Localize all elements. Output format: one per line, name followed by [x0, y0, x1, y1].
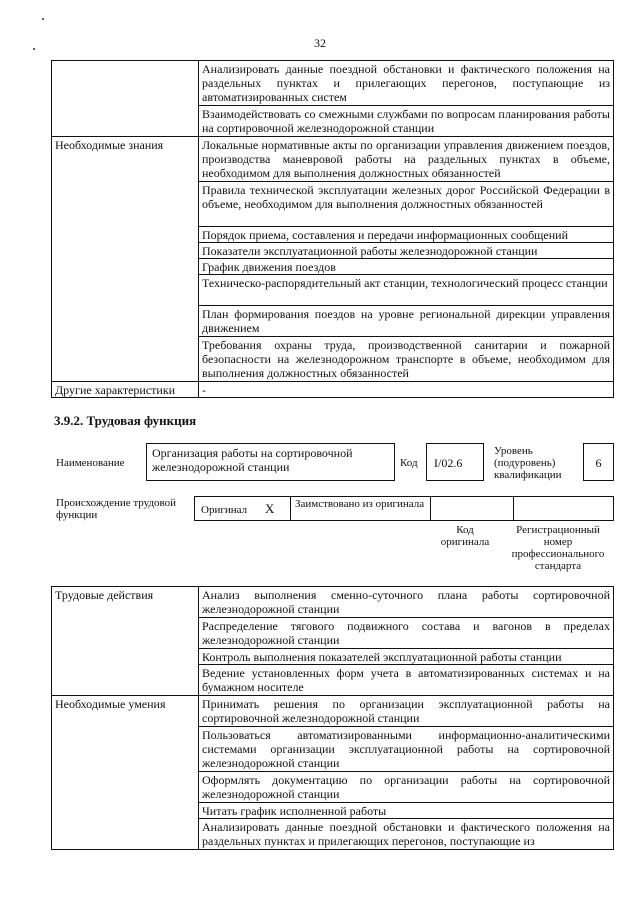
row-text: Ведение установленных форм учета в автоматизированных системах и на бумажном носителе	[199, 665, 614, 696]
original-label: Оригинал	[201, 504, 248, 516]
name-box	[146, 443, 395, 481]
row-label-skills: Необходимые умения	[52, 696, 199, 850]
row-text: График движения поездов	[199, 259, 614, 275]
page-number: 32	[314, 36, 326, 50]
table-row	[52, 61, 614, 106]
scan-speck	[42, 18, 44, 20]
row-text: Пользоваться автоматизированными информационно-аналитическими системами организации эксплуатационной работы на сортировочной железнодорожной станции	[199, 727, 614, 772]
section-heading: 3.9.2. Трудовая функция	[54, 413, 197, 428]
row-text: Правила технической эксплуатации железных дорог Российской Федерации в объеме, необходимом для выполнения должностных обязанностей	[199, 182, 614, 227]
row-text: Читать график исполненной работы	[199, 803, 614, 819]
table-row	[52, 382, 614, 398]
row-text: Техническо-распорядительный акт станции, технологический процесс станции	[199, 275, 614, 306]
divider	[513, 496, 514, 521]
name-label: Наименование	[56, 457, 125, 469]
level-box	[583, 443, 614, 481]
row-text: -	[199, 382, 614, 398]
row-text: Локальные нормативные акты по организации управления движением поездов, производства маневровой работы на раздельных пунктах в объеме, необходимом для выполнения должностных обязанностей	[199, 137, 614, 182]
original-mark: X	[265, 501, 275, 516]
row-text: Принимать решения по организации эксплуатационной работы на сортировочной железнодорожной станции	[199, 696, 614, 727]
code-box	[426, 443, 484, 481]
row-label-actions: Трудовые действия	[52, 587, 199, 696]
code-label: Код	[400, 457, 418, 469]
row-text: Анализ выполнения сменно-суточного плана работы сортировочной железнодорожной станции	[199, 587, 614, 618]
level-value: 6	[595, 456, 602, 470]
level-label: Уровень (подуровень) квалификации	[494, 445, 562, 481]
reg-caption: Регистрационный номер профессионального стандарта	[511, 524, 605, 572]
row-label-knowledge: Необходимые знания	[52, 137, 199, 382]
row-text: Оформлять документацию по организации работы на сортировочной железнодорожной станции	[199, 772, 614, 803]
divider	[290, 496, 291, 521]
origin-label: Происхождение трудовой функции	[56, 497, 177, 521]
row-text: Показатели эксплуатационной работы железнодорожной станции	[199, 243, 614, 259]
code-caption: Код оригинала	[440, 524, 490, 548]
table-row	[52, 696, 614, 727]
row-text: Анализировать данные поездной обстановки и фактического положения на раздельных пунктах и прилегающих перегонов, поступающие из	[199, 819, 614, 850]
borrowed-label: Заимствовано из оригинала	[295, 498, 425, 510]
name-value: Организация работы на сортировочной железнодорожной станции	[152, 446, 353, 474]
row-text: Анализировать данные поездной обстановки и фактического положения на раздельных пунктах и прилегающих перегонов, поступающие из автоматизированных систем	[199, 61, 614, 106]
row-label-other: Другие характеристики	[52, 382, 199, 398]
row-label	[52, 61, 199, 137]
actions-table	[51, 586, 614, 850]
table-row	[52, 587, 614, 618]
divider	[430, 496, 431, 521]
row-text: Требования охраны труда, производственной санитарии и пожарной безопасности на железнодорожном транспорте в объеме, необходимом для выполнения должностных обязанностей	[199, 337, 614, 382]
row-text: Распределение тягового подвижного состава и вагонов в пределах железнодорожной станции	[199, 618, 614, 649]
row-text: Взаимодействовать со смежными службами по вопросам планирования работы на сортировочной железнодорожной станции	[199, 106, 614, 137]
origin-box	[194, 496, 614, 521]
code-value: I/02.6	[434, 456, 463, 470]
row-text: План формирования поездов на уровне региональной дирекции управления движением	[199, 306, 614, 337]
row-text: Порядок приема, составления и передачи информационных сообщений	[199, 227, 614, 243]
knowledge-table	[51, 60, 614, 398]
table-row	[52, 137, 614, 182]
row-text: Контроль выполнения показателей эксплуатационной работы станции	[199, 649, 614, 665]
